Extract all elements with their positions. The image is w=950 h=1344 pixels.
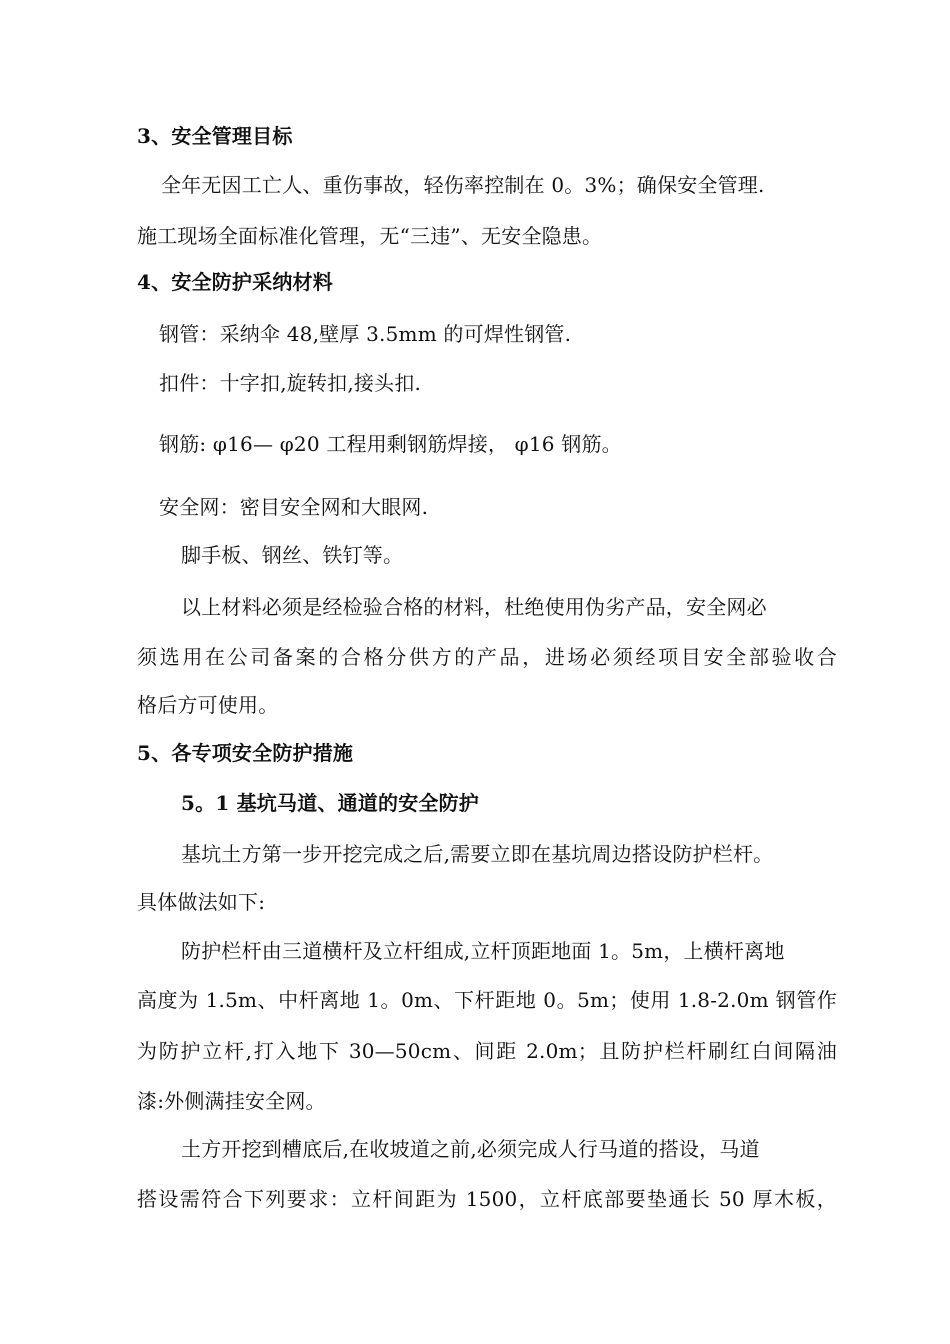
- material-item-rebar: 钢筋: φ16— φ20 工程用剩钢筋焊接， φ16 钢筋。: [159, 432, 622, 456]
- material-item-safety-net: 安全网：密目安全网和大眼网.: [159, 495, 429, 519]
- materials-note-line-3: 格后方可使用。: [137, 693, 279, 717]
- paragraph-3-line-1: 土方开挖到槽底后,在收坡道之前,必须完成人行马道的搭设，马道: [181, 1137, 760, 1161]
- material-item-boards: 脚手板、钢丝、铁钉等。: [181, 543, 404, 567]
- material-item-steel-pipe: 钢管：采纳伞 48,壁厚 3.5mm 的可焊性钢管.: [159, 322, 572, 346]
- section-4-heading: 4、安全防护采纳材料: [137, 270, 333, 294]
- section-5-heading: 5、各专项安全防护措施: [137, 741, 354, 765]
- paragraph-1-line-1: 基坑土方第一步开挖完成之后,需要立即在基坑周边搭设防护栏杆。: [181, 842, 774, 866]
- section-3-heading: 3、安全管理目标: [137, 124, 293, 148]
- paragraph-2-line-4: 漆:外侧满挂安全网。: [137, 1089, 326, 1113]
- materials-note-line-2: 须选用在公司备案的合格分供方的产品，进场必须经项目安全部验收合: [137, 645, 837, 669]
- materials-note-line-1: 以上材料必须是经检验合格的材料，杜绝使用伪劣产品，安全网必: [181, 595, 767, 619]
- section-5-1-heading: 5。1 基坑马道、通道的安全防护: [181, 791, 479, 815]
- material-item-fasteners: 扣件：十字扣,旋转扣,接头扣.: [159, 371, 422, 395]
- paragraph-2-line-3: 为防护立杆,打入地下 30—50cm、间距 2.0m；且防护栏杆刷红白间隔油: [137, 1039, 837, 1063]
- section-3-line-1: 全年无因工亡人、重伤事故，轻伤率控制在 0。3%；确保安全管理.: [161, 173, 765, 197]
- section-3-line-2: 施工现场全面标准化管理，无“三违”、无安全隐患。: [137, 224, 603, 248]
- paragraph-1-line-2: 具体做法如下:: [137, 890, 266, 914]
- paragraph-2-line-1: 防护栏杆由三道横杆及立杆组成,立杆顶距地面 1。5m，上横杆离地: [181, 939, 785, 963]
- paragraph-2-line-2: 高度为 1.5m、中杆离地 1。0m、下杆距地 0。5m；使用 1.8-2.0m 钢管作: [137, 988, 837, 1012]
- paragraph-3-line-2: 搭设需符合下列要求：立杆间距为 1500，立杆底部要垫通长 50 厚木板，: [137, 1187, 837, 1211]
